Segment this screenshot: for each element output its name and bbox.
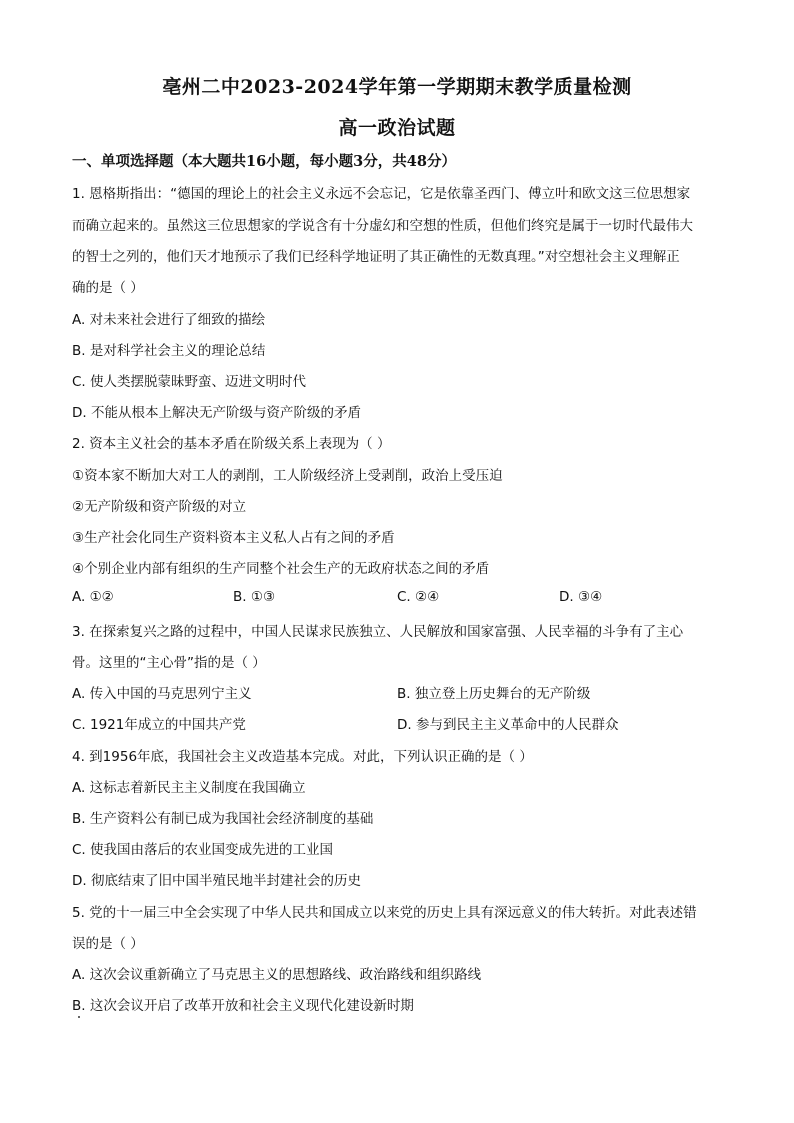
q2-option-d: D. ③④ xyxy=(559,589,603,605)
q5-stem-line-2: 误的是（ ） xyxy=(72,936,144,952)
q2-statement-4: ④个别企业内部有组织的生产同整个社会生产的无政府状态之间的矛盾 xyxy=(72,561,490,577)
q3-stem-line-2: 骨。这里的“主心骨”指的是（ ） xyxy=(72,655,266,671)
q1-option-c: C. 使人类摆脱蒙昧野蛮、迈进文明时代 xyxy=(72,374,307,390)
q5-option-b: B. 这次会议开启了改革开放和社会主义现代化建设新时期 xyxy=(72,998,414,1014)
q4-option-a: A. 这标志着新民主主义制度在我国确立 xyxy=(72,780,306,796)
q1-stem-line-4: 确的是（ ） xyxy=(72,280,144,296)
q3-option-a: A. 传入中国的马克思列宁主义 xyxy=(72,686,252,702)
q5-stem-line-1: 5. 党的十一届三中全会实现了中华人民共和国成立以来党的历史上具有深远意义的伟大转折。对此表述错 xyxy=(72,905,697,921)
q2-stem: 2. 资本主义社会的基本矛盾在阶级关系上表现为（ ） xyxy=(72,436,391,452)
q5-option-a: A. 这次会议重新确立了马克思主义的思想路线、政治路线和组织路线 xyxy=(72,967,482,983)
q1-stem-line-3: 的智士之列的，他们天才地预示了我们已经科学地证明了其正确性的无数真理。”对空想社会主义理解正 xyxy=(72,249,680,265)
q4-option-d: D. 彻底结束了旧中国半殖民地半封建社会的历史 xyxy=(72,873,361,889)
q1-stem-line-2: 而确立起来的。虽然这三位思想家的学说含有十分虚幻和空想的性质，但他们终究是属于一切时代最伟大 xyxy=(72,218,693,234)
q2-option-a: A. ①② xyxy=(72,589,114,605)
q4-option-c: C. 使我国由落后的农业国变成先进的工业国 xyxy=(72,842,334,858)
q2-option-b: B. ①③ xyxy=(233,589,276,605)
q3-stem-line-1: 3. 在探索复兴之路的过程中，中国人民谋求民族独立、人民解放和国家富强、人民幸福的斗争有了主心 xyxy=(72,624,684,640)
q2-statement-2: ②无产阶级和资产阶级的对立 xyxy=(72,499,247,515)
q1-stem-line-1: 1. 恩格斯指出：“德国的理论上的社会主义永远不会忘记，它是依靠圣西门、傅立叶和欧文这三位思想家 xyxy=(72,186,691,202)
exam-title: 亳州二中2023-2024学年第一学期期末教学质量检测 xyxy=(162,76,632,98)
q1-option-b: B. 是对科学社会主义的理论总结 xyxy=(72,343,266,359)
exam-subtitle: 高一政治试题 xyxy=(338,117,456,139)
q4-stem: 4. 到1956年底，我国社会主义改造基本完成。对此，下列认识正确的是（ ） xyxy=(72,749,533,765)
q2-option-c: C. ②④ xyxy=(397,589,440,605)
q2-statement-3: ③生产社会化同生产资料资本主义私人占有之间的矛盾 xyxy=(72,530,395,546)
q3-option-c: C. 1921年成立的中国共产党 xyxy=(72,717,246,733)
q3-option-d: D. 参与到民主主义革命中的人民群众 xyxy=(397,717,619,733)
q1-option-a: A. 对未来社会进行了细致的描绘 xyxy=(72,312,266,328)
stray-mark xyxy=(78,1016,80,1018)
q1-option-d: D. 不能从根本上解决无产阶级与资产阶级的矛盾 xyxy=(72,405,361,421)
q4-option-b: B. 生产资料公有制已成为我国社会经济制度的基础 xyxy=(72,811,374,827)
q2-statement-1: ①资本家不断加大对工人的剥削，工人阶级经济上受剥削，政治上受压迫 xyxy=(72,468,503,484)
section-heading: 一、单项选择题（本大题共16小题，每小题3分，共48分） xyxy=(72,153,456,170)
q3-option-b: B. 独立登上历史舞台的无产阶级 xyxy=(397,686,591,702)
